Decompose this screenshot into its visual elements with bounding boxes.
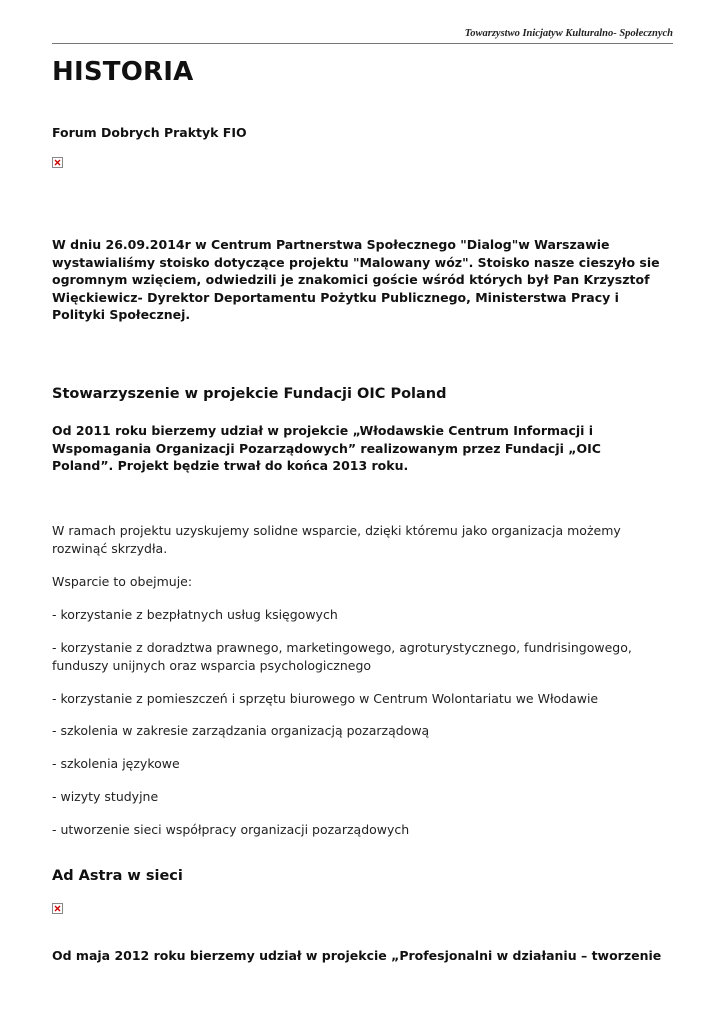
oic-intro-paragraph: Od 2011 roku bierzemy udział w projekcie „Włodawskie Centrum Informacji i Wspomagania Organizacji Pozarządowych” realizowanym przez Fundacji „OIC Poland”. Projekt będzie trwał do końca 2013 roku.	[52, 423, 601, 473]
document-header: Towarzystwo Inicjatyw Kulturalno- Społecznych	[464, 28, 673, 39]
forum-paragraph: W dniu 26.09.2014r w Centrum Partnerstwa Społecznego "Dialog"w Warszawie wystawialiśmy stoisko dotyczące projektu "Malowany wóz". Stoisko nasze cieszyło sie ogromnym wzięciem, odwiedzili je znakomici goście wśród których był Pan Krzysztof Więckiewicz- Dyrektor Deportamentu Pożytku Publicznego, Ministerstwa Pracy i Polityki Społecznej.	[52, 237, 660, 322]
list-item: - utworzenie sieci współpracy organizacji pozarządowych	[52, 822, 410, 837]
header-divider	[52, 43, 673, 44]
section-heading-ad-astra: Ad Astra w sieci	[52, 868, 183, 884]
section-heading-forum: Forum Dobrych Praktyk FIO	[52, 125, 247, 140]
list-item: - korzystanie z bezpłatnych usług księgowych	[52, 607, 338, 622]
broken-image-icon	[52, 903, 63, 914]
list-item: - szkolenia w zakresie zarządzania organizacją pozarządową	[52, 723, 430, 738]
page-title: HISTORIA	[52, 57, 194, 87]
support-paragraph: W ramach projektu uzyskujemy solidne wsparcie, dzięki któremu jako organizacja możemy rozwinąć skrzydła.	[52, 523, 621, 556]
ad-astra-paragraph: Od maja 2012 roku bierzemy udział w projekcie „Profesjonalni w działaniu – tworzenie	[52, 948, 662, 963]
broken-image-icon	[52, 157, 63, 168]
section-heading-oic: Stowarzyszenie w projekcie Fundacji OIC Poland	[52, 386, 447, 402]
list-item: - korzystanie z pomieszczeń i sprzętu biurowego w Centrum Wolontariatu we Włodawie	[52, 691, 599, 706]
list-item: - wizyty studyjne	[52, 789, 159, 804]
list-item: - szkolenia językowe	[52, 756, 180, 771]
list-intro: Wsparcie to obejmuje:	[52, 574, 193, 589]
list-item: - korzystanie z doradztwa prawnego, marketingowego, agroturystycznego, fundrisingowego, funduszy unijnych oraz wsparcia psychologicznego	[52, 640, 632, 673]
